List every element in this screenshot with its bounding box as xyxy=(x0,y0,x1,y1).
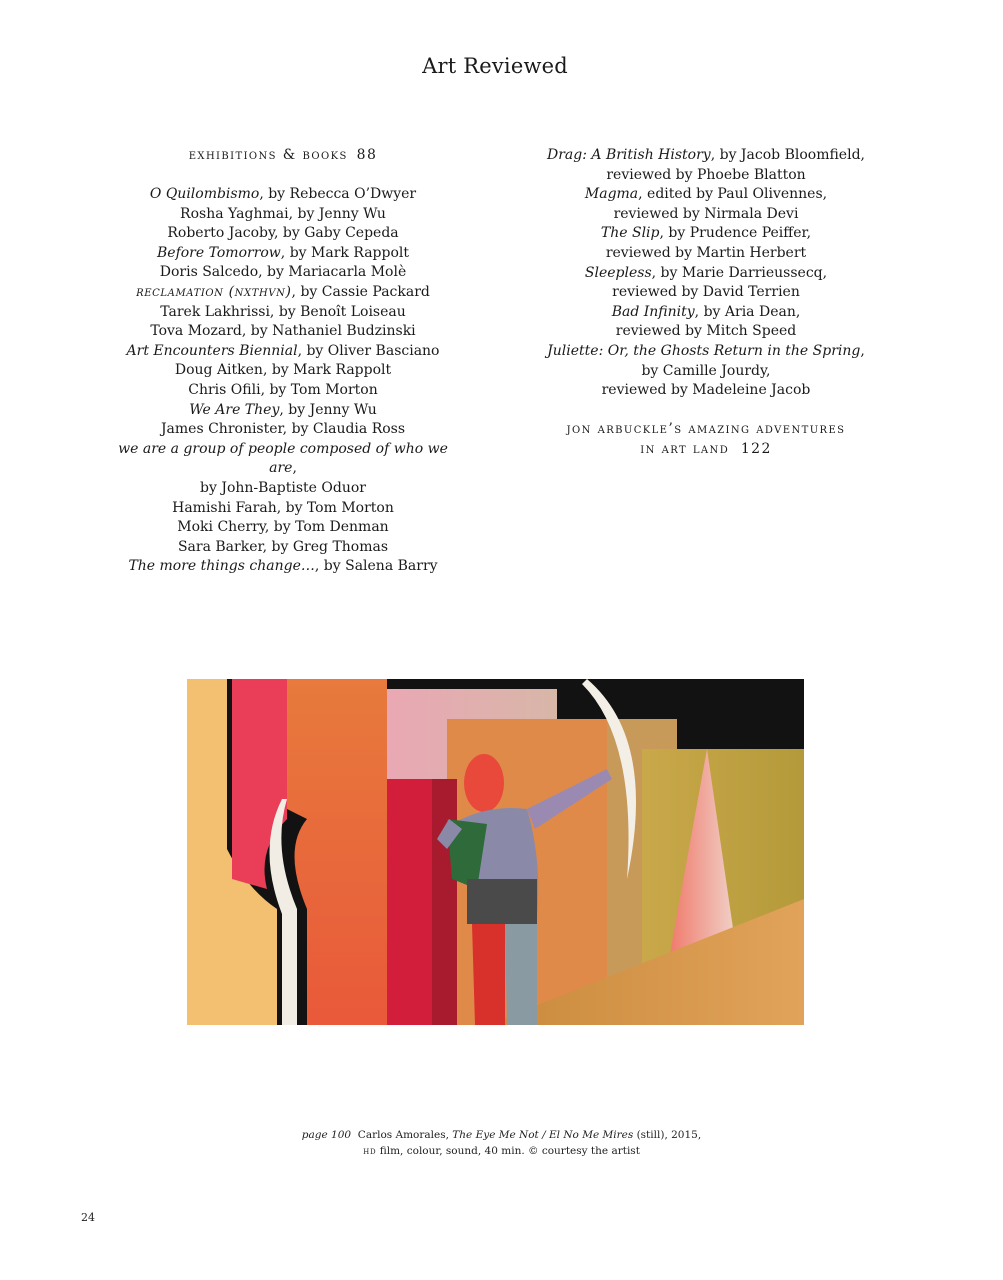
caption-format: hd xyxy=(363,1145,377,1157)
contents-right-column xyxy=(541,146,871,459)
work-title: Magma xyxy=(584,186,639,203)
entry-byline: reviewed by David Terrien xyxy=(612,284,800,301)
list-item[interactable] xyxy=(118,557,448,577)
feature-heading[interactable] xyxy=(541,420,871,440)
list-item[interactable] xyxy=(118,401,448,421)
work-title: Art Encounters Biennial xyxy=(126,342,298,359)
list-item[interactable] xyxy=(541,205,871,225)
film-still-image xyxy=(187,679,804,1025)
list-item[interactable] xyxy=(541,322,871,342)
entry-byline: , xyxy=(860,342,865,359)
work-title: we are a group of people composed of who we are xyxy=(118,440,448,477)
spacer xyxy=(541,401,871,421)
work-title: Drag: A British History xyxy=(547,147,711,163)
entry-byline: , by Marie Darrieussecq, xyxy=(651,264,828,281)
entry-byline: , by Salena Barry xyxy=(314,558,438,575)
list-item[interactable] xyxy=(118,538,448,558)
entry-byline: Sara Barker, by Greg Thomas xyxy=(177,538,389,555)
entry-byline: , by Rebecca O’Dwyer xyxy=(259,186,417,203)
entry-byline: , by Mark Rappolt xyxy=(280,244,409,261)
feature-heading-line1: jon arbuckle’s amazing adventures xyxy=(566,421,846,438)
entry-byline: Moki Cherry, by Tom Denman xyxy=(177,519,389,536)
list-item[interactable] xyxy=(118,499,448,519)
list-item[interactable] xyxy=(118,303,448,323)
list-item[interactable] xyxy=(118,361,448,381)
entry-byline: , by Oliver Basciano xyxy=(297,342,440,359)
entry-byline: by John-Baptiste Oduor xyxy=(200,480,366,496)
list-item[interactable] xyxy=(118,381,448,401)
entry-byline: James Chronister, by Claudia Ross xyxy=(160,421,406,438)
entry-byline: reviewed by Phoebe Blatton xyxy=(606,166,806,183)
list-item[interactable] xyxy=(541,264,871,284)
caption-artist: Carlos Amorales, xyxy=(357,1129,453,1141)
list-item[interactable] xyxy=(541,381,871,401)
feature-heading-continued[interactable] xyxy=(541,440,871,460)
feature-page-number: 122 xyxy=(740,440,772,457)
caption-line-1 xyxy=(0,1127,1003,1143)
entry-byline: Doug Aitken, by Mark Rappolt xyxy=(174,362,392,379)
work-title: Sleepless xyxy=(584,264,652,281)
section-page-number: 88 xyxy=(356,147,378,163)
list-item[interactable] xyxy=(118,283,448,303)
entry-byline: , by Jacob Bloomfield, xyxy=(710,147,865,163)
list-item[interactable] xyxy=(118,263,448,283)
list-item[interactable] xyxy=(541,185,871,205)
list-item[interactable] xyxy=(541,166,871,186)
contents-left-column xyxy=(118,146,448,577)
list-item[interactable] xyxy=(118,244,448,264)
work-title: The Slip xyxy=(600,225,660,242)
work-title: The more things change… xyxy=(128,558,315,575)
page-number: 24 xyxy=(81,1211,95,1224)
list-item[interactable] xyxy=(541,146,871,166)
list-item[interactable] xyxy=(118,205,448,225)
entry-byline: Chris Ofili, by Tom Morton xyxy=(188,382,378,399)
spacer xyxy=(118,166,448,186)
entry-byline: , by Jenny Wu xyxy=(279,401,377,418)
list-item[interactable] xyxy=(118,224,448,244)
entry-byline: , edited by Paul Olivennes, xyxy=(638,186,828,203)
list-item[interactable] xyxy=(118,440,448,479)
entry-byline: Rosha Yaghmai, by Jenny Wu xyxy=(180,205,386,222)
entry-byline: Tarek Lakhrissi, by Benoît Loiseau xyxy=(160,303,406,320)
list-item[interactable] xyxy=(541,342,871,362)
entry-byline: Hamishi Farah, by Tom Morton xyxy=(172,499,394,516)
section-heading-label: exhibitions & books xyxy=(188,147,348,163)
work-title: We Are They xyxy=(189,401,280,418)
entry-byline: , by Aria Dean, xyxy=(694,303,801,320)
entry-byline: , by Prudence Peiffer, xyxy=(659,225,812,242)
entry-byline: reviewed by Madeleine Jacob xyxy=(601,382,811,399)
caption-line-2 xyxy=(0,1143,1003,1159)
caption-page-ref: page 100 xyxy=(301,1129,352,1141)
list-item[interactable] xyxy=(118,185,448,205)
list-item[interactable] xyxy=(541,224,871,244)
list-item[interactable] xyxy=(118,420,448,440)
entry-byline: reviewed by Martin Herbert xyxy=(605,244,807,261)
section-heading xyxy=(118,146,448,166)
entry-byline: reviewed by Nirmala Devi xyxy=(613,205,799,222)
list-item[interactable] xyxy=(118,518,448,538)
image-caption xyxy=(0,1127,1003,1159)
feature-heading-line2: in art land xyxy=(640,440,730,457)
list-item[interactable] xyxy=(541,362,871,382)
entry-byline: , xyxy=(292,460,297,477)
list-item[interactable] xyxy=(118,322,448,342)
entry-byline: Tova Mozard, by Nathaniel Budzinski xyxy=(150,323,416,340)
caption-credits: film, colour, sound, 40 min. © courtesy the artist xyxy=(376,1145,640,1157)
entry-byline: reviewed by Mitch Speed xyxy=(615,323,797,340)
page-title: Art Reviewed xyxy=(422,54,568,78)
list-item[interactable] xyxy=(541,303,871,323)
work-title: reclamation (nxthvn) xyxy=(136,284,292,301)
caption-work-title: The Eye Me Not / El No Me Mires xyxy=(452,1129,634,1141)
entry-byline: by Camille Jourdy, xyxy=(641,362,771,379)
caption-details: (still), 2015, xyxy=(633,1129,702,1141)
work-title: Bad Infinity xyxy=(611,303,695,320)
list-item[interactable] xyxy=(118,479,448,499)
entry-byline: , by Cassie Packard xyxy=(291,284,430,301)
work-title: O Quilombismo xyxy=(149,186,260,203)
list-item[interactable] xyxy=(541,244,871,264)
list-item[interactable] xyxy=(541,283,871,303)
entry-byline: Roberto Jacoby, by Gaby Cepeda xyxy=(167,225,399,242)
work-title: Juliette: Or, the Ghosts Return in the Spring xyxy=(547,342,861,359)
work-title: Before Tomorrow xyxy=(157,244,281,261)
list-item[interactable] xyxy=(118,342,448,362)
entry-byline: Doris Salcedo, by Mariacarla Molè xyxy=(159,264,407,281)
